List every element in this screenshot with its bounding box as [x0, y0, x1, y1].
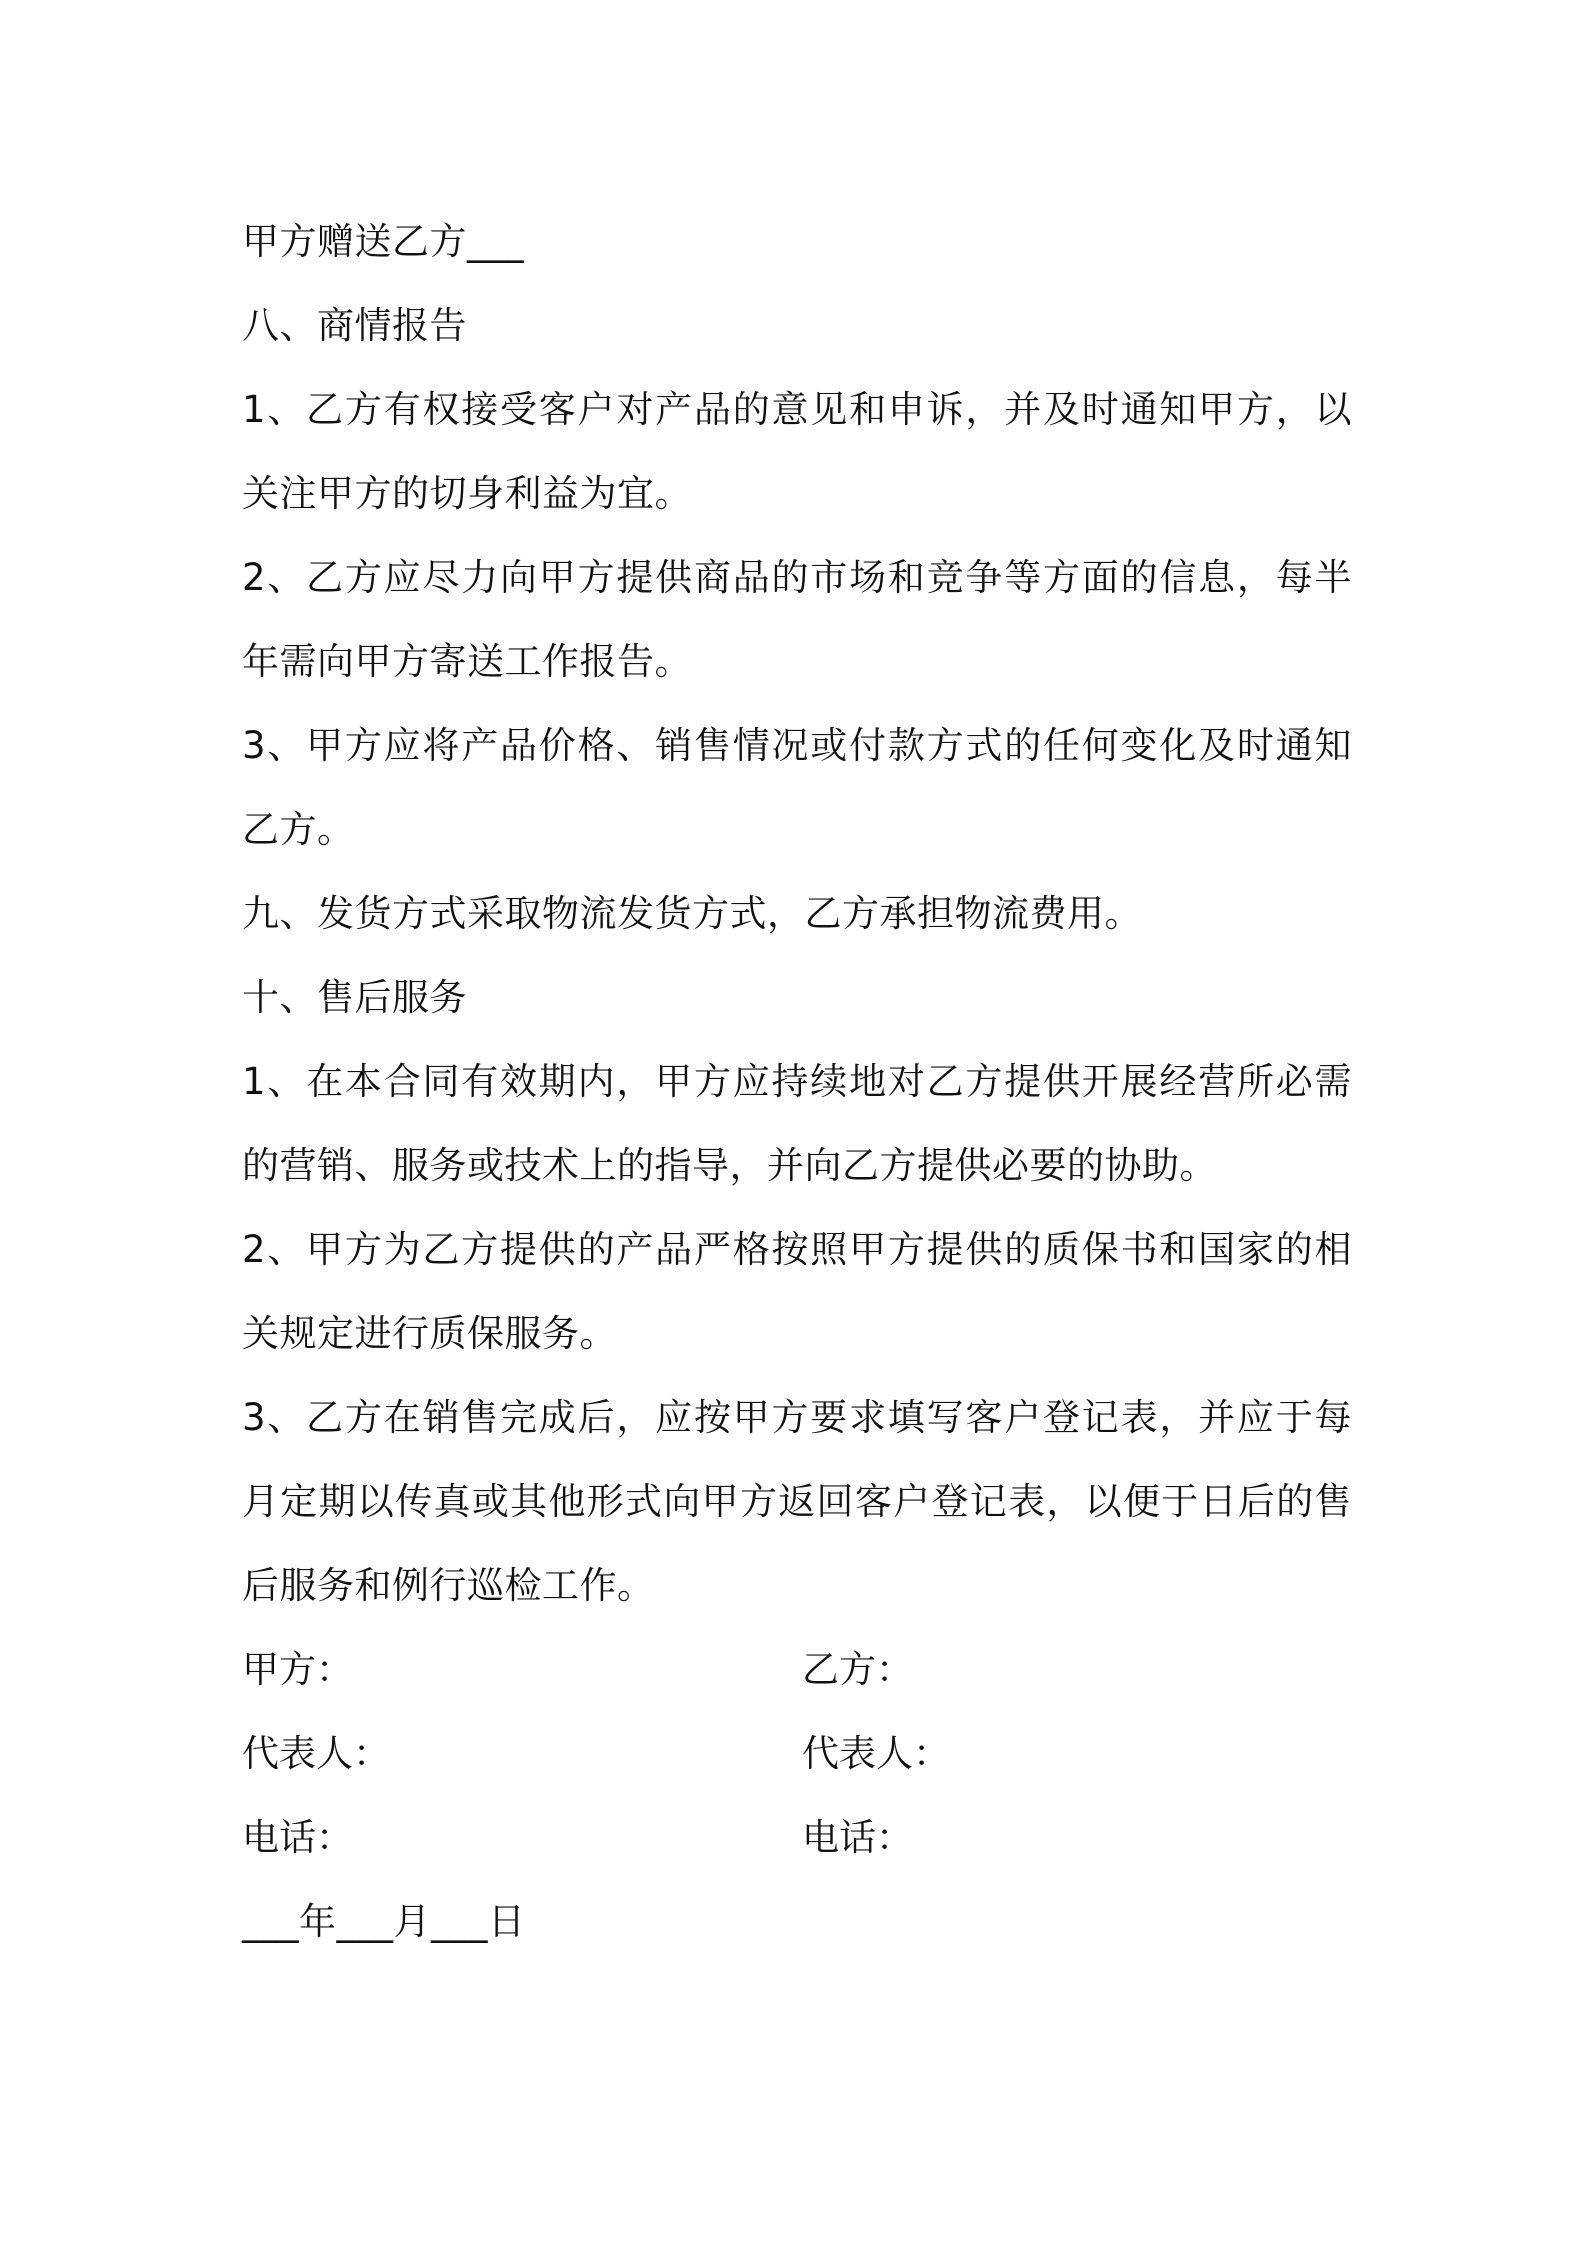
date-line: ___年___月___日 — [242, 1900, 526, 1943]
rep-b-label: 代表人： — [802, 1732, 950, 1775]
phone-b-label: 电话： — [802, 1816, 913, 1859]
section-8-item-2: 2、乙方应尽力向甲方提供商品的市场和竞争等方面的信息，每半年需向甲方寄送工作报告。 — [242, 556, 1352, 683]
section-8-item-1: 1、乙方有权接受客户对产品的意见和申诉，并及时通知甲方，以关注甲方的切身利益为宜。 — [242, 388, 1352, 515]
gift-line: 甲方赠送乙方___ — [242, 220, 524, 263]
section-10-heading: 十、售后服务 — [242, 976, 467, 1019]
section-8-heading: 八、商情报告 — [242, 304, 467, 347]
rep-a-label: 代表人： — [242, 1732, 390, 1775]
phone-a-label: 电话： — [242, 1816, 353, 1859]
signature-party-row — [242, 1628, 1352, 1712]
party-a-label: 甲方： — [242, 1648, 353, 1691]
signature-rep-row — [242, 1712, 1352, 1796]
section-10-item-2: 2、甲方为乙方提供的产品严格按照甲方提供的质保书和国家的相关规定进行质保服务。 — [242, 1228, 1352, 1355]
signature-phone-row — [242, 1796, 1352, 1880]
document-body — [242, 200, 1352, 1964]
section-8-item-3: 3、甲方应将产品价格、销售情况或付款方式的任何变化及时通知乙方。 — [242, 724, 1352, 851]
section-10-item-3: 3、乙方在销售完成后，应按甲方要求填写客户登记表，并应于每月定期以传真或其他形式向甲方返回客户登记表，以便于日后的售后服务和例行巡检工作。 — [242, 1396, 1352, 1607]
party-b-label: 乙方： — [802, 1648, 913, 1691]
section-10-item-1: 1、在本合同有效期内，甲方应持续地对乙方提供开展经营所必需的营销、服务或技术上的指导，并向乙方提供必要的协助。 — [242, 1060, 1352, 1187]
section-9-text: 九、发货方式采取物流发货方式，乙方承担物流费用。 — [242, 892, 1142, 935]
